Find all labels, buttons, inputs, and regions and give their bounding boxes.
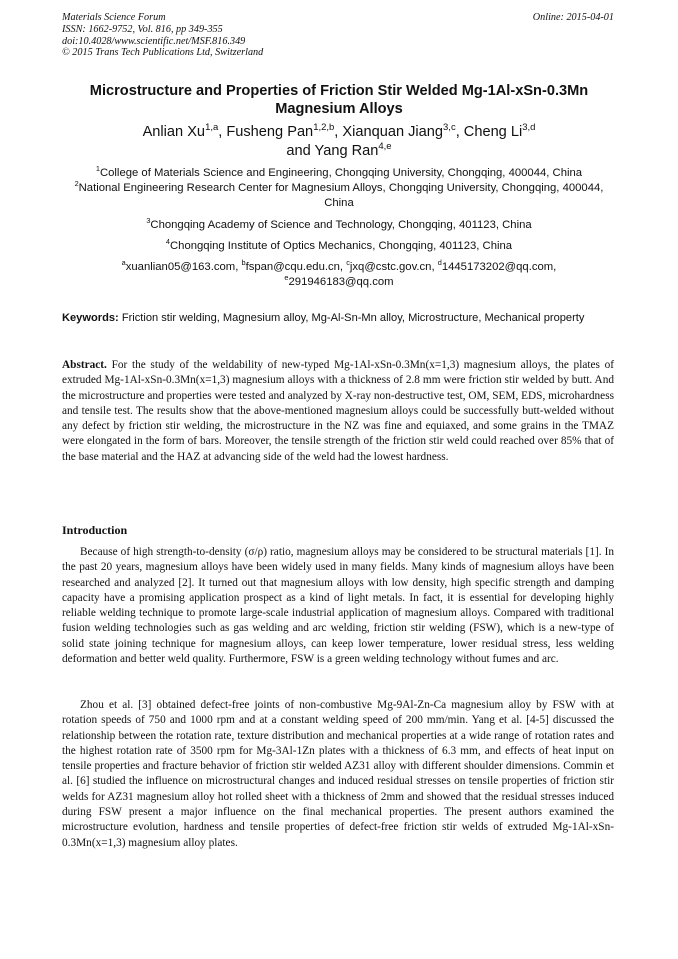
keywords-text: Friction stir welding, Magnesium alloy, Mg-Al-Sn-Mn alloy, Microstructure, Mechanical property	[121, 312, 585, 324]
abstract-text: For the study of the weldability of new-typed Mg-1Al-xSn-0.3Mn(x=1,3) magnesium alloys, the plates of extruded Mg-1Al-xSn-0.3Mn(x=1,3) magnesium alloys with a thickness of 2.8 mm were friction stir welded by butt. And the microstructure and properties were tested and analyzed by X-ray non-destructive test, OM, SEM, EDS, microhardness and tensile test. The results show that the above-mentioned magnesium alloys could be successfully butt-welded without any defect by friction stir welding, the microstructure in the NZ was fine and equiaxed, and some grains in the TMAZ were elongated in the form of bars. Moreover, the tensile strength of the friction stir weld could reached over 85% that of the base material and the HAZ at advancing side of the weld had the lowest hardness.	[62, 359, 614, 463]
author: Xianquan Jiang$^{3,c}$	[342, 122, 456, 140]
affiliation: $^4$Chongqing Institute of Optics Mechanics, Chongqing, 401123, China	[165, 237, 513, 252]
section-heading-introduction: Introduction	[62, 523, 128, 537]
abstract	[62, 358, 614, 465]
abstract-label: Abstract.	[62, 359, 107, 371]
copyright-line: © 2015 Trans Tech Publications Ltd, Switzerland	[62, 47, 264, 59]
paper-title: Microstructure and Properties of Friction Stir Welded Mg-1Al-xSn-0.3Mn Magnesium Alloys	[89, 83, 589, 117]
doi-line[interactable]: doi:10.4028/www.scientific.net/MSF.816.349	[62, 35, 246, 47]
email-list: $^a$xuanlian05@163.com, $^b$fspan@cqu.edu.cn, $^c$jxq@cstc.gov.cn, $^d$1445173202@qq.com, $^e$291946183@qq.com	[121, 258, 557, 288]
keywords-label: Keywords:	[62, 312, 119, 324]
email-link[interactable]: 291946183@qq.com	[288, 276, 394, 288]
affiliation: $^1$College of Materials Science and Engineering, Chongqing University, Chongqing, 400044, China	[95, 164, 583, 179]
email-link[interactable]: jxq@cstc.gov.cn,	[349, 261, 438, 273]
affiliation-1-2	[62, 166, 616, 211]
email-link[interactable]: xuanlian05@163.com,	[125, 261, 242, 273]
journal-name: Materials Science Forum	[62, 12, 166, 23]
intro-paragraph-2: Zhou et al. [3] obtained defect-free joints of non-combustive Mg-9Al-Zn-Ca magnesium alloy by FSW with at rotation speeds of 750 and 1000 rpm and at a constant welding speed of 200 mm/min. Yang et al. [4-5] discussed the relationship between the rotation rate, texture distribution and mechanical properties at a wide range of rotation rates and the highest rotation rate of 3500 rpm for Mg-3Al-1Zn plates with a thickness of 6.3 mm, and effects of heat input on tensile properties and fracture behavior of friction stir welded AZ31 alloy with different shoulder dimensions. Commin et al. [6] studied the influence on microstructural changes and induced residual stresses on tensile properties of friction stir welds for AZ31 magnesium alloy hot rolled sheet with a thickness of 2mm and showed that the residual stresses induced during FSW present a major influence on the final mechanical properties. The present authors examined the microstructure evolution, hardness and tensile properties of defect-free friction stir welds of extruded Mg-1Al-xSn-0.3Mn(x=1,3) magnesium alloy plates.	[62, 699, 614, 849]
email-link[interactable]: fspan@cqu.edu.cn,	[245, 261, 347, 273]
online-date: Online: 2015-04-01	[532, 12, 614, 23]
author: and Yang Ran$^{4,e}$	[286, 140, 392, 159]
affiliation: $^3$Chongqing Academy of Science and Technology, Chongqing, 401123, China	[146, 216, 532, 231]
intro-paragraph-1: Because of high strength-to-density (σ/ρ) ratio, magnesium alloys may be considered to be structural materials [1]. In the past 20 years, magnesium alloys have been widely used in many fields. Many kinds of magnesium alloys have been researched and analyzed [2]. It turned out that magnesium alloys with low density, high specific strength and damping capacity have a promising application prospect as a kind of light metals. In fact, it is essential for developing highly reliable welding technique to promote large-scale industrial application of magnesium alloys. Compared with traditional fusion welding technologies such as gas welding and arc welding, friction stir welding (FSW), which is a new-type of solid state joining technique for magnesium alloys, can keep lower temperature, lower residual stress, less welding deformation and better weld quality. Furthermore, FSW is a green welding technology without fumes and arc.	[62, 546, 614, 666]
author-list: Anlian Xu$^{1,a}$, Fusheng Pan$^{1,2,b}$, Xianquan Jiang$^{3,c}$, Cheng Li$^{3,d}$ and Yang Ran$^{4,e}$	[142, 122, 536, 159]
author: Cheng Li$^{3,d}$	[463, 122, 536, 140]
issn-line: ISSN: 1662-9752, Vol. 816, pp 349-355	[62, 23, 223, 35]
journal-header	[62, 12, 263, 59]
email-link[interactable]: 1445173202@qq.com,	[441, 261, 557, 273]
keywords	[62, 311, 616, 326]
affiliation: $^2$National Engineering Research Center for Magnesium Alloys, Chongqing University, Chongqing, 400044, China	[74, 179, 604, 209]
author: Anlian Xu$^{1,a}$	[142, 122, 219, 140]
author: Fusheng Pan$^{1,2,b}$	[226, 122, 335, 140]
